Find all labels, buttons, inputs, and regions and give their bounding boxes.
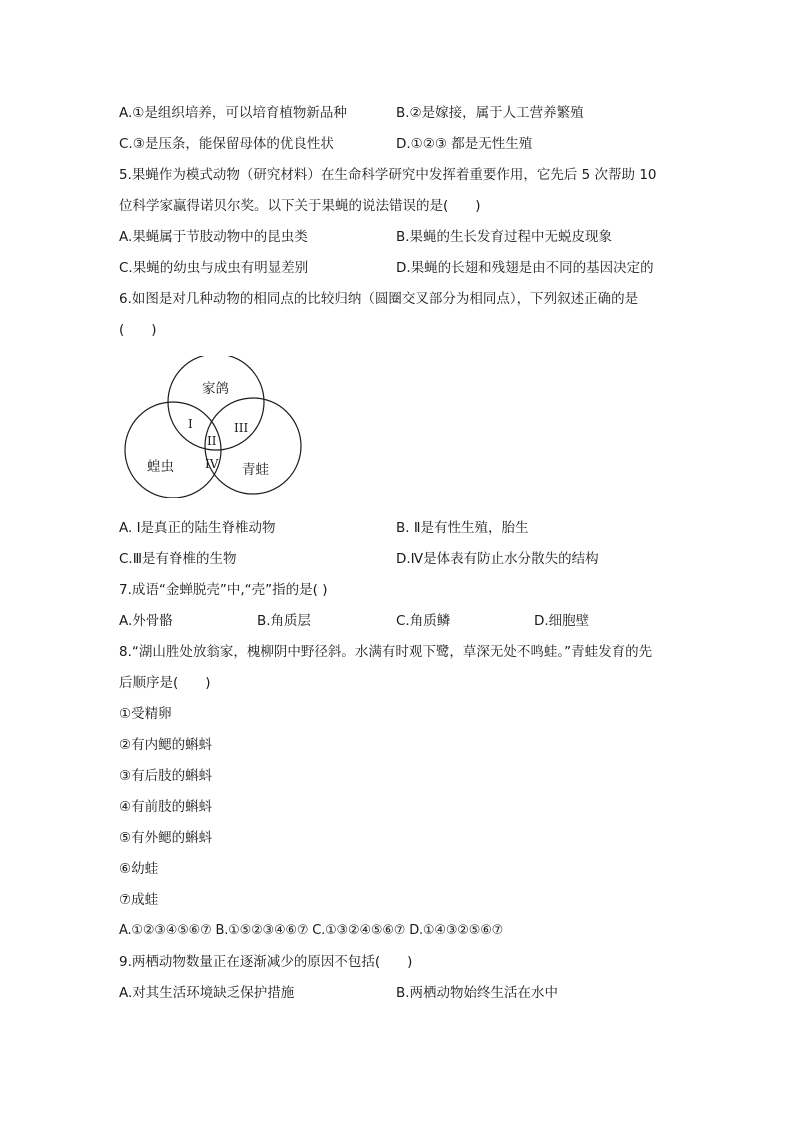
q4-option-a: A.①是组织培养，可以培育植物新品种 [119, 105, 347, 121]
venn-circle-right [205, 398, 301, 494]
q5-option-d: D.果蝇的长翅和残翅是由不同的基因决定的 [396, 260, 654, 276]
venn-circle-left [125, 402, 221, 498]
venn-region-2: II [207, 434, 217, 448]
q8-stem-line2: 后顺序是( ) [119, 675, 211, 691]
q6-option-d: D.Ⅳ是体表有防止水分散失的结构 [396, 551, 599, 567]
q8-item: ⑥幼蛙 [119, 861, 159, 877]
venn-label-pigeon: 家鸽 [202, 381, 229, 397]
q9-option-a: A.对其生活环境缺乏保护措施 [119, 985, 295, 1001]
q8-stem-line1: 8.“湖山胜处放翁家，槐柳阴中野径斜。水满有时观下鹭，草深无处不鸣蛙。”青蛙发育的先 [119, 644, 653, 660]
venn-diagram [118, 356, 308, 498]
q4-option-b: B.②是嫁接，属于人工营养繁殖 [396, 105, 584, 121]
q5-option-b: B.果蝇的生长发育过程中无蜕皮现象 [396, 229, 613, 245]
q8-item: ①受精卵 [119, 706, 172, 722]
q7-option-b: B.角质层 [257, 613, 312, 629]
venn-region-3: III [234, 421, 249, 435]
q8-item: ③有后肢的蝌蚪 [119, 768, 213, 784]
q6-option-b: B. Ⅱ是有性生殖，胎生 [396, 520, 529, 536]
q5-option-a: A.果蝇属于节肢动物中的昆虫类 [119, 229, 308, 245]
q7-stem: 7.成语“金蝉脱壳”中,“壳”指的是( ) [119, 582, 328, 598]
q6-stem-line1: 6.如图是对几种动物的相同点的比较归纳（圆圈交叉部分为相同点），下列叙述正确的是 [119, 291, 639, 307]
q8-item: ⑤有外鳃的蝌蚪 [119, 830, 213, 846]
q9-stem: 9.两栖动物数量正在逐渐减少的原因不包括( ) [119, 954, 413, 970]
q5-option-c: C.果蝇的幼虫与成虫有明显差别 [119, 260, 309, 276]
q4-option-d: D.①②③ 都是无性生殖 [396, 136, 533, 152]
q8-item: ④有前肢的蝌蚪 [119, 799, 213, 815]
q7-option-c: C.角质鳞 [396, 613, 451, 629]
q7-option-d: D.细胞壁 [534, 613, 590, 629]
q8-options: A.①②③④⑤⑥⑦ B.①⑤②③④⑥⑦ C.①③②④⑤⑥⑦ D.①④③②⑤⑥⑦ [119, 923, 504, 938]
q7-option-a: A.外骨骼 [119, 613, 173, 629]
q8-item: ⑦成蛙 [119, 892, 159, 908]
q6-option-c: C.Ⅲ是有脊椎的生物 [119, 551, 237, 567]
q5-stem-line2: 位科学家赢得诺贝尔奖。以下关于果蝇的说法错误的是( ) [119, 198, 481, 214]
q6-stem-line2: ( ) [119, 322, 157, 338]
q9-option-b: B.两栖动物始终生活在水中 [396, 985, 559, 1001]
venn-label-locust: 蝗虫 [147, 459, 174, 475]
q5-stem-line1: 5.果蝇作为模式动物（研究材料）在生命科学研究中发挥着重要作用，它先后 5 次帮助 10 [119, 167, 657, 183]
q4-option-c: C.③是压条，能保留母体的优良性状 [119, 136, 334, 152]
q8-item: ②有内鳃的蝌蚪 [119, 737, 213, 753]
q6-option-a: A. Ⅰ是真正的陆生脊椎动物 [119, 520, 276, 536]
venn-region-1: I [188, 417, 193, 431]
venn-label-frog: 青蛙 [242, 462, 269, 478]
venn-region-4: IV [205, 457, 219, 471]
